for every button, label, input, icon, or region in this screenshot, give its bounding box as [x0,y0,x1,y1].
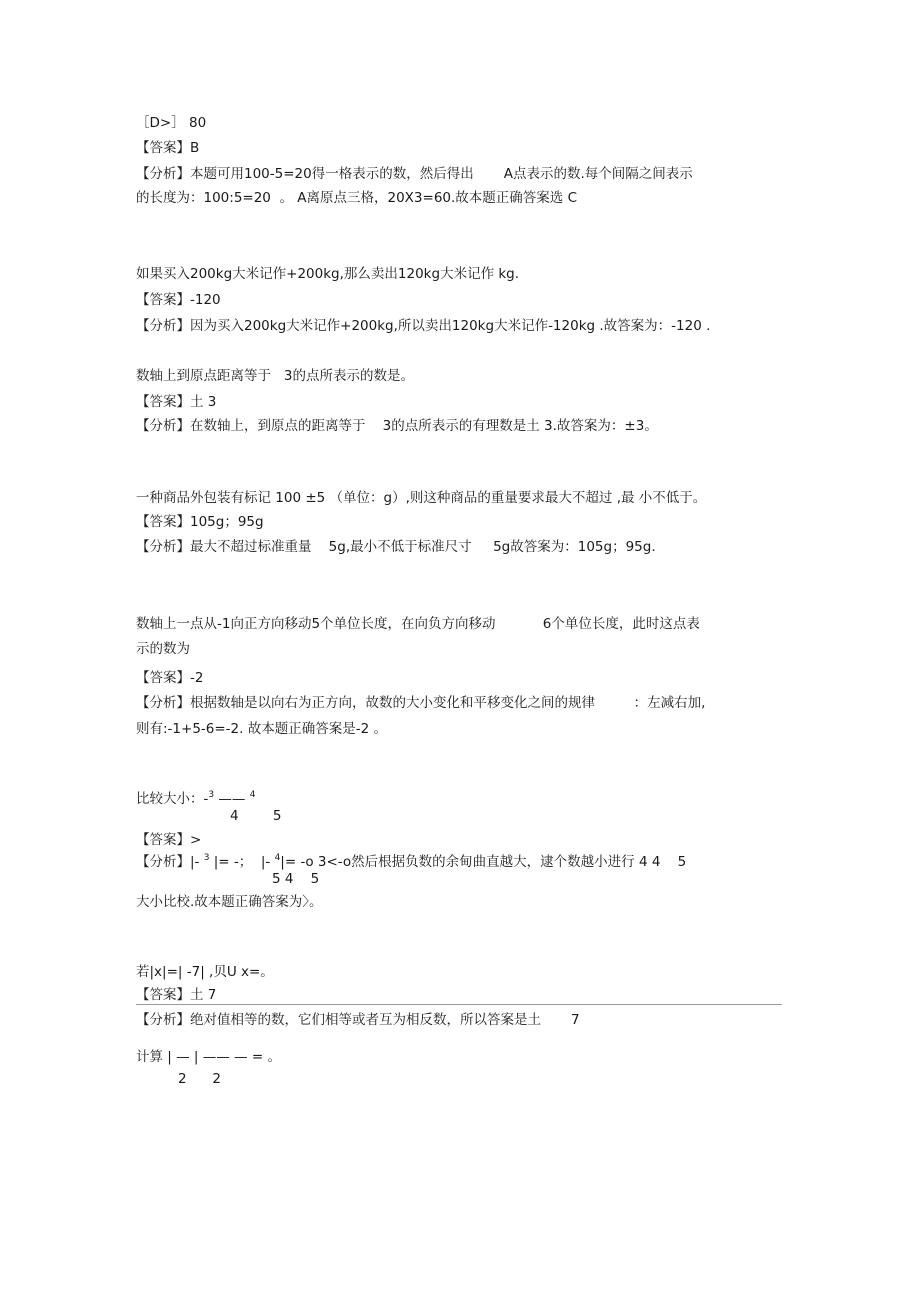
question-5-line-2: 示的数为 [136,641,190,657]
analysis-3: 【分析】在数轴上，到原点的距离等于 3的点所表示的有理数是土 3.故答案为：±3。 [136,418,658,434]
analysis-6-denominators: 5 4 5 [272,871,320,887]
analysis-6-prefix: 【分析】|- [136,854,204,870]
divider-line [136,1004,782,1005]
analysis-2: 【分析】因为买入200kg大米记作+200kg,所以卖出120kg大米记作-120kg .故答案为：-120 . [136,318,711,334]
analysis-6-line-1 [136,853,686,873]
analysis-6-superscript-1: 3 [203,853,210,863]
answer-7: 【答案】土 7 [136,987,217,1003]
answer-5: 【答案】-2 [136,670,204,686]
question-5-line-1: 数轴上一点从-1向正方向移动5个单位长度，在向负方向移动 6个单位长度，此时这点表 [136,616,700,632]
question-3: 数轴上到原点距离等于 3的点所表示的数是。 [136,368,414,384]
analysis-6-line-2: 大小比校.故本题正确答案为〉。 [136,894,323,910]
answer-3: 【答案】土 3 [136,394,217,410]
question-option-d: ［D>］ 80 [136,115,207,131]
question-6-superscript-1: 3 [208,790,215,800]
analysis-6-superscript-2: 4 [274,853,281,863]
answer-2: 【答案】-120 [136,292,221,308]
question-7: 若|x|=| -7| ,贝U x=。 [136,964,274,980]
question-6-middle: —— [214,791,250,807]
answer-4: 【答案】105g；95g [136,514,264,530]
question-6-denominators: 4 5 [230,808,282,824]
analysis-4: 【分析】最大不超过标准重量 5g,最小不低于标准尺寸 5g故答案为：105g；95g. [136,539,656,555]
question-2: 如果买入200kg大米记作+200kg,那么卖出120kg大米记作 kg. [136,266,520,282]
question-8-denominators: 2 2 [178,1071,221,1087]
question-6-superscript-2: 4 [249,790,256,800]
answer-6: 【答案】> [136,832,202,848]
analysis-6-middle: |= -； |- [209,854,275,870]
analysis-1-line-1: 【分析】本题可用100-5=20得一格表示的数，然后得出 A点表示的数.每个间隔之间表示 [136,166,693,182]
question-6-prefix: 比较大小：- [136,791,209,807]
question-4: 一种商品外包装有标记 100 ±5 （单位：g）,则这种商品的重量要求最大不超过 ,最 小不低于。 [136,490,707,506]
analysis-5-line-2: 则有:-1+5-6=-2. 故本题正确答案是-2 。 [136,721,387,737]
answer-1: 【答案】B [136,140,200,156]
analysis-5-line-1: 【分析】根据数轴是以向右为正方向，故数的大小变化和平移变化之间的规律 ：左减右加, [136,695,706,711]
analysis-1-line-2: 的长度为：100:5=20 。 A离原点三格，20X3=60.故本题正确答案选 C [136,190,578,206]
analysis-6-rest: |= -o 3<-o然后根据负数的余甸曲直越大，逮个数越小进行 4 4 5 [280,854,687,870]
analysis-7: 【分析】绝对值相等的数，它们相等或者互为相反数，所以答案是土 7 [136,1012,580,1028]
question-8: 计算 | — | —— — = 。 [136,1049,281,1065]
